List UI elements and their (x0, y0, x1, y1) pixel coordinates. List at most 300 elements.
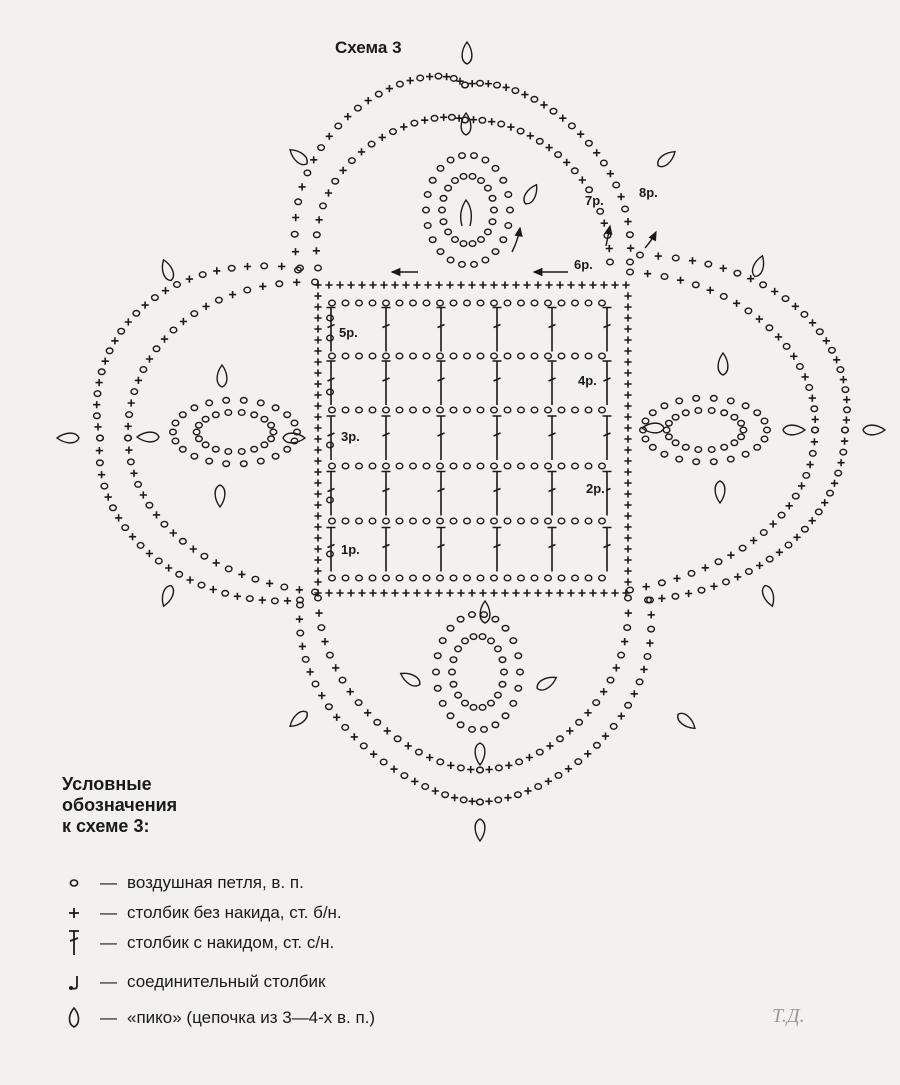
chain-stitch (471, 153, 478, 159)
single-crochet-stitch (296, 586, 303, 593)
chain-stitch (625, 703, 632, 709)
single-crochet-stitch (153, 511, 160, 518)
chain-stitch (517, 128, 524, 134)
chain-stitch (251, 412, 258, 418)
chain-stitch (495, 646, 502, 652)
chain-stitch (355, 700, 362, 706)
single-crochet-stitch (426, 73, 433, 80)
picot (475, 819, 485, 841)
chain-stitch (451, 76, 458, 82)
single-crochet-stitch (643, 583, 650, 590)
chain-stitch (272, 598, 279, 604)
chain-stitch (251, 446, 258, 452)
chain-stitch (594, 743, 601, 749)
chain-stitch (447, 625, 454, 631)
chain-stitch (332, 178, 339, 184)
chain-stitch (327, 442, 334, 448)
single-crochet-stitch (624, 468, 631, 475)
chain-stitch (457, 616, 464, 622)
single-crochet-stitch (457, 589, 464, 596)
chain-stitch (261, 263, 268, 269)
single-crochet-stitch (314, 380, 321, 387)
chain-stitch (837, 367, 844, 373)
chain-stitch (515, 653, 522, 659)
chain-stitch (683, 410, 690, 416)
chain-stitch (518, 407, 525, 413)
chain-stitch (558, 300, 565, 306)
single-crochet-stitch (469, 80, 476, 87)
chain-stitch (469, 174, 476, 180)
single-crochet-stitch (812, 416, 819, 423)
chain-stitch (488, 700, 495, 706)
single-crochet-stitch (644, 270, 651, 277)
single-crochet-stitch (843, 396, 850, 403)
single-crochet-stitch (593, 149, 600, 156)
picot (287, 708, 310, 730)
single-crochet-stitch (190, 545, 197, 552)
single-crochet-stitch (332, 664, 339, 671)
single-crochet-stitch (485, 80, 492, 87)
single-crochet-stitch (93, 401, 100, 408)
chain-stitch (356, 300, 363, 306)
chain-stitch (449, 669, 456, 675)
single-crochet-stitch (358, 281, 365, 288)
chain-stitch (450, 575, 457, 581)
picot (535, 673, 559, 692)
chain-stitch (291, 231, 298, 237)
chain-stitch (268, 436, 275, 442)
single-crochet-stitch (689, 257, 696, 264)
single-crochet-stitch (809, 319, 816, 326)
chain-stitch (504, 407, 511, 413)
single-crochet-stitch (314, 534, 321, 541)
chain-stitch (349, 158, 356, 164)
chain-stitch (478, 178, 485, 184)
legend-dash: — (100, 873, 117, 892)
chain-stitch (146, 502, 153, 508)
chain-stitch (462, 638, 469, 644)
single-crochet-stitch (165, 564, 172, 571)
chain-stitch (361, 743, 368, 749)
single-crochet-stitch (210, 586, 217, 593)
chain-stitch (410, 463, 417, 469)
chain-stitch (531, 407, 538, 413)
single-crochet-stitch (624, 303, 631, 310)
chain-stitch (329, 300, 336, 306)
chain-stitch (320, 203, 327, 209)
single-crochet-stitch (365, 97, 372, 104)
single-crochet-stitch (790, 353, 797, 360)
chain-stitch (464, 463, 471, 469)
chain-stitch (304, 170, 311, 176)
chain-stitch (174, 282, 181, 288)
single-crochet-stitch (424, 589, 431, 596)
chain-stitch (738, 420, 745, 426)
chain-stitch (394, 736, 401, 742)
chain-stitch (396, 407, 403, 413)
chain-stitch (492, 166, 499, 172)
chain-stitch (683, 444, 690, 450)
chain-stitch (585, 353, 592, 359)
picot (462, 42, 472, 64)
single-crochet-stitch (624, 347, 631, 354)
single-crochet-stitch (310, 156, 317, 163)
chain-stitch (516, 759, 523, 765)
picot (750, 254, 767, 278)
single-crochet-icon (62, 901, 86, 925)
chain-stitch (644, 654, 651, 660)
single-crochet-stitch (292, 248, 299, 255)
single-crochet-stitch (624, 545, 631, 552)
chain-stitch (470, 634, 477, 640)
double-crochet-stitch (493, 472, 502, 516)
single-crochet-stitch (146, 550, 153, 557)
chain-stitch (445, 229, 452, 235)
chain-stitch (482, 257, 489, 263)
chain-stitch (495, 692, 502, 698)
single-crochet-stitch (771, 288, 778, 295)
single-crochet-stitch (129, 533, 136, 540)
picot (461, 113, 471, 135)
chain-stitch (238, 449, 245, 455)
chain-stitch (531, 463, 538, 469)
picot-layer (57, 42, 885, 841)
chain-stitch (369, 407, 376, 413)
chain-stitch (498, 121, 505, 127)
chain-stitch (423, 300, 430, 306)
chain-stitch (241, 461, 248, 467)
chain-stitch (396, 300, 403, 306)
chain-stitch (572, 407, 579, 413)
chain-stitch (844, 407, 851, 413)
chain-stitch (545, 300, 552, 306)
chain-stitch (291, 420, 298, 426)
chain-stitch (745, 308, 752, 314)
chain-stitch (479, 118, 486, 124)
double-crochet-stitch (327, 472, 336, 516)
picot (137, 432, 159, 442)
chain-stitch (411, 120, 418, 126)
single-crochet-stitch (545, 778, 552, 785)
double-crochet-stitch (603, 528, 612, 572)
chain-stitch (531, 518, 538, 524)
single-crochet-stitch (505, 762, 512, 769)
outer-lobe-layer (93, 73, 850, 805)
single-crochet-stitch (413, 589, 420, 596)
chain-stitch (545, 407, 552, 413)
chain-stitch (312, 681, 319, 687)
chain-stitch (558, 407, 565, 413)
chain-stitch (258, 458, 265, 464)
chain-stitch (435, 73, 442, 79)
single-crochet-stitch (421, 117, 428, 124)
chain-stitch (695, 447, 702, 453)
single-crochet-stitch (402, 281, 409, 288)
chain-stitch (342, 353, 349, 359)
chain-stitch (666, 420, 673, 426)
chain-stitch (191, 405, 198, 411)
single-crochet-stitch (540, 101, 547, 108)
single-crochet-stitch (490, 589, 497, 596)
chain-stitch (327, 315, 334, 321)
single-crochet-stitch (624, 435, 631, 442)
single-crochet-stitch (798, 482, 805, 489)
chain-stitch (485, 229, 492, 235)
single-crochet-stitch (135, 377, 142, 384)
single-crochet-stitch (624, 402, 631, 409)
chain-stitch (827, 490, 834, 496)
chain-stitch (431, 116, 438, 122)
chain-stitch (512, 88, 519, 94)
single-crochet-stitch (314, 479, 321, 486)
chain-stitch (437, 575, 444, 581)
single-crochet-stitch (468, 589, 475, 596)
chain-stitch (196, 422, 203, 428)
chain-stitch (659, 580, 666, 586)
chain-stitch (599, 575, 606, 581)
row-label-2: 2р. (586, 481, 605, 496)
chain-stitch (152, 295, 159, 301)
chain-stitch (176, 572, 183, 578)
single-crochet-stitch (655, 253, 662, 260)
single-crochet-stitch (467, 766, 474, 773)
chain-stitch (545, 353, 552, 359)
single-crochet-stitch (601, 220, 608, 227)
single-crochet-stitch (786, 502, 793, 509)
chain-stitch (272, 453, 279, 459)
chain-stitch (586, 140, 593, 146)
chain-stitch (396, 518, 403, 524)
single-crochet-stitch (369, 281, 376, 288)
single-crochet-stitch (523, 281, 530, 288)
single-crochet-stitch (307, 668, 314, 675)
chain-stitch (410, 353, 417, 359)
single-crochet-stitch (702, 564, 709, 571)
chain-stitch (327, 652, 334, 658)
chain-stitch (252, 576, 259, 582)
single-crochet-stitch (435, 589, 442, 596)
single-crochet-stitch (809, 395, 816, 402)
chain-stitch (518, 463, 525, 469)
legend-dash: — (100, 933, 117, 952)
chain-stitch (558, 575, 565, 581)
chain-stitch (478, 237, 485, 243)
picot (57, 433, 79, 443)
chain-stitch (329, 407, 336, 413)
single-crochet-stitch (111, 337, 118, 344)
chain-stitch (802, 526, 809, 532)
chain-stitch (492, 616, 499, 622)
direction-arrows (392, 200, 656, 272)
double-crochet-stitch (493, 308, 502, 352)
single-crochet-stitch (843, 416, 850, 423)
chain-stitch (477, 407, 484, 413)
chain-stitch (201, 553, 208, 559)
chain-stitch (477, 767, 484, 773)
chain-stitch (601, 160, 608, 166)
chain-stitch (627, 587, 634, 593)
single-crochet-stitch (770, 520, 777, 527)
chain-stitch (572, 168, 579, 174)
single-crochet-stitch (326, 133, 333, 140)
chain-stitch (199, 272, 206, 278)
double-crochet-stitch (603, 416, 612, 460)
chain-stitch (698, 587, 705, 593)
legend-item-chain (62, 870, 304, 896)
single-crochet-stitch (823, 337, 830, 344)
chain-stitch (437, 166, 444, 172)
single-crochet-stitch (600, 281, 607, 288)
chain-stitch (627, 232, 634, 238)
chain-stitch (356, 575, 363, 581)
chain-stitch (180, 412, 187, 418)
single-crochet-stitch (507, 124, 514, 131)
chain-stitch (135, 482, 142, 488)
chain-stitch (128, 459, 135, 465)
chain-stitch (437, 463, 444, 469)
chain-stitch (455, 646, 462, 652)
single-crochet-stitch (611, 589, 618, 596)
chain-stitch (261, 416, 268, 422)
chain-stitch (491, 407, 498, 413)
chain-stitch (376, 91, 383, 97)
chain-stitch (783, 344, 790, 350)
single-crochet-stitch (102, 358, 109, 365)
chain-stitch (462, 82, 469, 88)
chain-stitch (225, 566, 232, 572)
single-crochet-stitch (577, 131, 584, 138)
chain-stitch (693, 282, 700, 288)
chain-stitch (469, 612, 476, 618)
single-crochet-stitch (534, 281, 541, 288)
chain-stitch (429, 178, 436, 184)
chain-stitch (811, 406, 818, 412)
chain-stitch (342, 463, 349, 469)
single-crochet-stitch (776, 549, 783, 556)
double-crochet-stitch (382, 308, 391, 352)
single-crochet-stitch (624, 336, 631, 343)
chain-stitch (458, 765, 465, 771)
single-crochet-stitch (146, 355, 153, 362)
chain-stitch (422, 784, 429, 790)
chain-stitch (761, 418, 768, 424)
chain-stitch (206, 458, 213, 464)
single-crochet-stitch (314, 578, 321, 585)
single-crochet-stitch (379, 134, 386, 141)
chain-stitch (172, 420, 179, 426)
chain-stitch (368, 141, 375, 147)
chain-stitch (545, 575, 552, 581)
chain-stitch (829, 347, 836, 353)
chain-stitch (327, 335, 334, 341)
chain-stitch (206, 400, 213, 406)
row-label-7: 7р. (585, 193, 604, 208)
single-crochet-stitch (512, 281, 519, 288)
chain-stitch (624, 625, 631, 631)
chain-stitch (450, 353, 457, 359)
chain-stitch (193, 429, 200, 435)
chain-stitch (550, 108, 557, 114)
chain-stitch (356, 407, 363, 413)
chain-stitch (383, 300, 390, 306)
chain-stitch (439, 701, 446, 707)
single-crochet-stitch (161, 336, 168, 343)
chain-stitch (695, 408, 702, 414)
chain-stitch (555, 773, 562, 779)
single-crochet-stitch (606, 245, 613, 252)
single-crochet-stitch (469, 798, 476, 805)
chain-stitch (742, 403, 749, 409)
chain-stitch (450, 407, 457, 413)
chain-stitch (126, 412, 133, 418)
single-crochet-stitch (589, 281, 596, 288)
chain-stitch (125, 435, 132, 441)
chain-stitch (410, 300, 417, 306)
chain-stitch (515, 792, 522, 798)
single-crochet-stitch (314, 402, 321, 409)
chain-stitch (518, 353, 525, 359)
single-crochet-stitch (613, 664, 620, 671)
chain-stitch (327, 497, 334, 503)
chain-stitch (518, 518, 525, 524)
chain-stitch (491, 353, 498, 359)
chain-stitch (491, 207, 498, 213)
chain-stitch (537, 139, 544, 145)
chain-stitch (369, 518, 376, 524)
chain-stitch (131, 389, 138, 395)
chain-stitch (191, 453, 198, 459)
single-crochet-stitch (314, 424, 321, 431)
single-crochet-stitch (673, 575, 680, 582)
chain-stitch (502, 713, 509, 719)
single-crochet-stitch (624, 218, 631, 225)
chain-stitch (766, 325, 773, 331)
chain-stitch (97, 435, 104, 441)
single-crochet-stitch (624, 391, 631, 398)
single-crochet-stitch (524, 787, 531, 794)
chain-stitch (222, 591, 229, 597)
chain-stitch (170, 327, 177, 333)
double-crochet-stitch (493, 416, 502, 460)
single-crochet-stitch (624, 358, 631, 365)
chain-stitch (433, 669, 440, 675)
single-crochet-stitch (314, 501, 321, 508)
single-crochet-stitch (631, 690, 638, 697)
chain-stitch (284, 447, 291, 453)
chain-stitch (284, 412, 291, 418)
chain-stitch (423, 353, 430, 359)
chain-stitch (434, 653, 441, 659)
chain-stitch (797, 364, 804, 370)
single-crochet-stitch (314, 545, 321, 552)
chain-stitch (636, 679, 643, 685)
single-crochet-stitch (115, 514, 122, 521)
single-crochet-stitch (325, 189, 332, 196)
single-crochet-stitch (607, 170, 614, 177)
single-crochet-stitch (838, 459, 845, 466)
single-crochet-stitch (213, 559, 220, 566)
chain-stitch (731, 440, 738, 446)
chain-stitch (97, 460, 104, 466)
single-crochet-stitch (534, 589, 541, 596)
single-crochet-stitch (314, 336, 321, 343)
single-crochet-stitch (259, 283, 266, 290)
single-crochet-stitch (162, 287, 169, 294)
chain-stitch (471, 262, 478, 268)
single-crochet-stitch (792, 303, 799, 310)
single-crochet-stitch (468, 281, 475, 288)
double-crochet-stitch (327, 416, 336, 460)
